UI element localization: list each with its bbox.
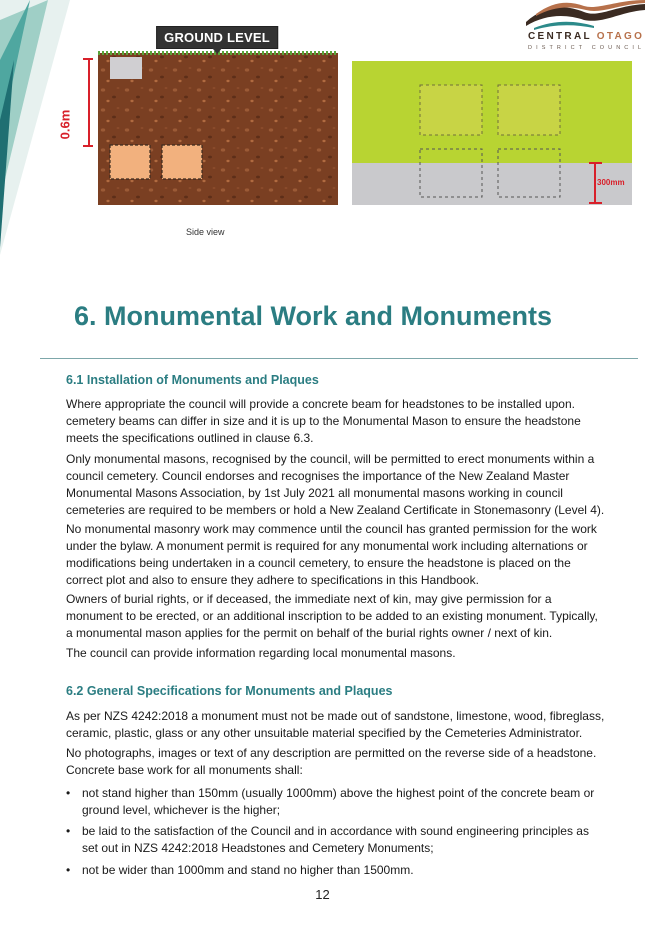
page-title: 6. Monumental Work and Monuments xyxy=(74,301,553,331)
ground-level-label: GROUND LEVEL xyxy=(156,26,278,49)
bullet-icon: • xyxy=(66,863,71,877)
council-logo xyxy=(524,0,645,56)
page-number: 12 xyxy=(315,887,330,902)
section-heading-6-1: 6.1 Installation of Monuments and Plaques xyxy=(66,373,319,387)
paragraph: The council can provide information regarding local monumental masons. xyxy=(66,646,456,660)
paragraph: No monumental masonry work may commence until the council has granted permission for the work under the bylaw. A monument permit is required for any monumental work including alternations or modifications being undertaken in a council cemetery, to ensure the headstone is placed on the correct plot and also to ensure they adhere to specifications in this Handbook. xyxy=(66,522,597,587)
list-item-text: not stand higher than 150mm (usually 1000mm) above the highest point of the concrete beam or ground level, whichever is the higher; xyxy=(82,786,595,817)
section-heading-6-2: 6.2 General Specifications for Monuments and Plaques xyxy=(66,684,393,698)
plan-view-diagram xyxy=(352,61,632,205)
list-item xyxy=(66,823,606,857)
paragraph: Where appropriate the council will provide a concrete beam for headstones to be installed upon. cemetery beams can differ in size and it is up to the Monumental Mason to ensure the headstone meets the specifications outlined in clause 6.3. xyxy=(66,397,581,445)
dimension-label: 300mm xyxy=(597,178,625,187)
list-item xyxy=(66,785,606,819)
logo-wordmark: CENTRAL OTAGO xyxy=(528,31,645,42)
bullet-icon: • xyxy=(66,786,71,800)
list-item xyxy=(66,862,606,879)
depth-label: 0.6m xyxy=(57,109,73,140)
bullet-icon: • xyxy=(66,824,71,838)
logo-hills-icon xyxy=(524,0,645,30)
depth-marker xyxy=(53,57,93,205)
plan-layout xyxy=(352,61,632,205)
paragraph: No photographs, images or text of any description are permitted on the reverse side of a headstone. Concrete base work for all monuments shall: xyxy=(66,746,597,777)
paragraph: As per NZS 4242:2018 a monument must not be made out of sandstone, limestone, wood, fibreglass, ceramic, plastic, glass or any other unsuitable material specified by the Cemeteries Administrator. xyxy=(66,709,605,740)
paragraph: Owners of burial rights, or if deceased, the immediate next of kin, may give permission for a monument to be erected, or an additional inscription to be added to an existing monument. Typically, a monumental mason applies for the permit on behalf of the burial rights owner / next of kin. xyxy=(66,592,598,640)
heading-divider xyxy=(40,358,638,359)
list-item-text: not be wider than 1000mm and stand no higher than 1500mm. xyxy=(82,863,414,877)
side-view-diagram xyxy=(98,25,338,205)
logo-subtitle: DISTRICT COUNCIL xyxy=(528,45,645,51)
paragraph: Only monumental masons, recognised by the council, will be permitted to erect monuments within a council cemetery. Council endorses and recognises the importance of the New Zealand Master Monumental Masons Association, by 1st July 2021 all monumental masons working in council cemeteries are required to be members or hold a New Zealand Certificate in Stonemasonry (Level 4). xyxy=(66,452,605,517)
side-view-caption: Side view xyxy=(186,227,225,237)
list-item-text: be laid to the satisfaction of the Council and in accordance with sound engineering principles as set out in NZS 4242:2018 Headstones and Cemetery Monuments; xyxy=(82,824,589,855)
